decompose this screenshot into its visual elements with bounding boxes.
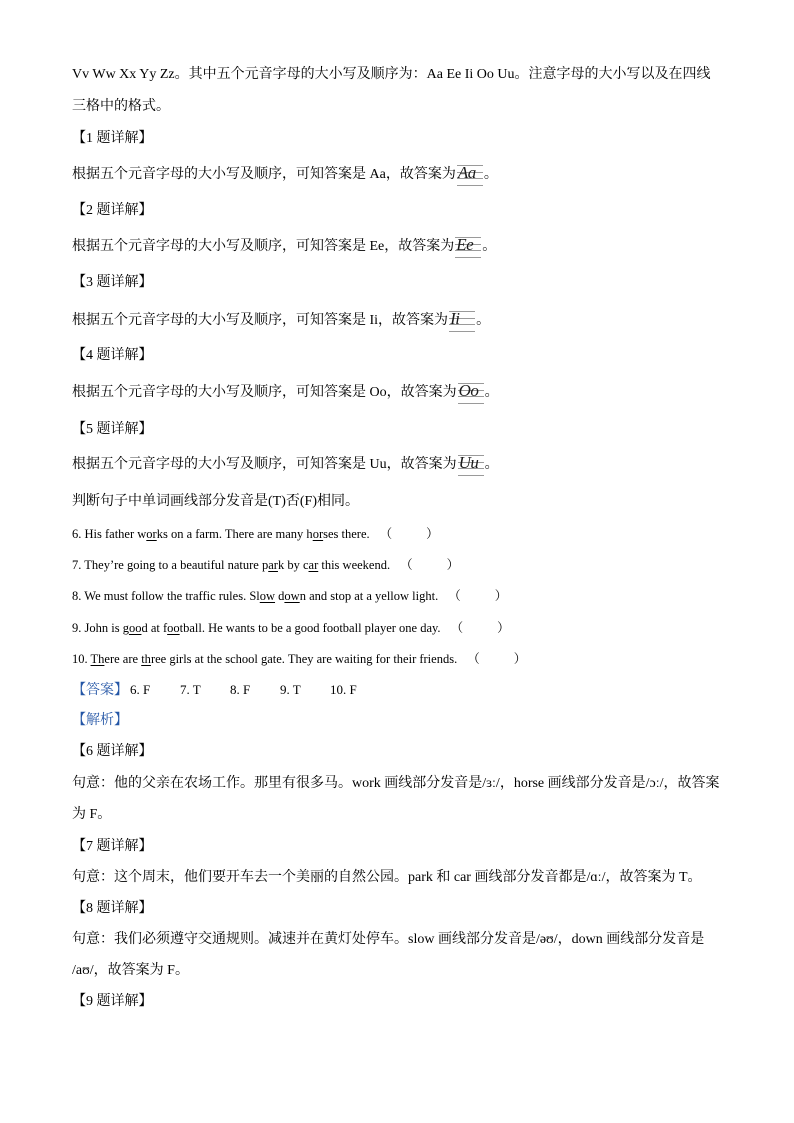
handwritten-answer-letters: Uu — [458, 452, 479, 472]
paren-close: ） — [494, 589, 508, 603]
detail-heading-4 — [72, 344, 153, 368]
instruction — [72, 490, 359, 514]
underlined-letters: oo — [167, 621, 180, 635]
detail-explanation-1 — [72, 163, 498, 187]
sentence-period: 。 — [482, 239, 497, 254]
sentence-text: 10. — [72, 652, 91, 666]
underlined-letters: Th — [90, 652, 105, 666]
explanation-text: 根据五个元音字母的大小写及顺序，可知答案是 Ee，故答案为 — [72, 239, 455, 254]
handwritten-answer-grid — [449, 310, 475, 332]
handwritten-answer-grid — [458, 382, 484, 404]
detail-heading-1 — [72, 127, 153, 151]
answer-9: 9. T — [280, 682, 301, 697]
answer-8: 8. F — [230, 682, 251, 697]
intro-line-1 — [72, 63, 711, 87]
detail-heading-9 — [72, 990, 153, 1014]
detail-text: 为 F。 — [72, 807, 112, 822]
handwritten-answer-letters: Oo — [458, 380, 479, 400]
paren-close: ） — [446, 558, 460, 572]
answer-6: 6. F — [130, 682, 151, 697]
detail-6-line-1 — [72, 772, 720, 796]
handwritten-answer-grid — [458, 454, 484, 476]
explanation-text: 根据五个元音字母的大小写及顺序，可知答案是 Aa，故答案为 — [72, 167, 456, 182]
detail-heading-text: 【7 题详解】 — [72, 839, 153, 854]
analysis-label: 【解析】 — [72, 713, 128, 728]
sentence-text: this weekend. — [318, 558, 391, 572]
paren-open: （ — [450, 621, 464, 635]
sentence-period: 。 — [476, 313, 491, 328]
explanation-text: 根据五个元音字母的大小写及顺序，可知答案是 Ii，故答案为 — [72, 313, 449, 328]
detail-6-line-2 — [72, 803, 111, 827]
explanation-text: 根据五个元音字母的大小写及顺序，可知答案是 Oo，故答案为 — [72, 385, 457, 400]
sentence-text: d at f — [141, 621, 168, 635]
paren-close: ） — [426, 527, 439, 541]
sentence-text: 6. His father w — [72, 527, 147, 541]
explanation-text: 根据五个元音字母的大小写及顺序，可知答案是 Uu，故答案为 — [72, 457, 457, 472]
sentence-text: ere are — [104, 652, 142, 666]
sentence-text: 8. We must follow the traffic rules. Sl — [72, 589, 260, 603]
instruction-text: 判断句子中单词画线部分发音是(T)否(F)相同。 — [72, 494, 359, 509]
paren-close: ） — [497, 621, 510, 635]
detail-heading-text: 【5 题详解】 — [72, 422, 153, 437]
underlined-letters: oo — [128, 621, 142, 635]
analysis-row — [72, 709, 128, 733]
sentence-period: 。 — [483, 167, 498, 182]
detail-heading-7 — [72, 835, 153, 859]
sentence-text: tball. He wants to be a good football player one day. — [179, 621, 441, 635]
underlined-letters: ow — [284, 589, 300, 603]
detail-heading-2 — [72, 199, 153, 223]
question-7 — [72, 553, 459, 577]
detail-heading-6 — [72, 740, 153, 764]
handwritten-answer-letters: Ee — [456, 234, 474, 254]
question-10 — [72, 647, 526, 671]
detail-heading-text: 【8 题详解】 — [72, 901, 153, 916]
paren-open: （ — [448, 589, 461, 603]
detail-heading-8 — [72, 897, 153, 921]
sentence-text: 7. They’re going to a beautiful nature p — [72, 558, 269, 572]
detail-explanation-5 — [72, 453, 499, 477]
detail-heading-3 — [72, 271, 153, 295]
detail-8-line-2 — [72, 959, 189, 983]
underlined-letters: or — [312, 527, 324, 541]
sentence-text: d — [275, 589, 285, 603]
intro-text: 三格中的格式。 — [72, 99, 170, 114]
intro-text: Vv Ww Xx Yy Zz。其中五个元音字母的大小写及顺序为：Aa Ee Ii Oo Uu。注意字母的大小写以及在四线 — [72, 67, 711, 82]
intro-line-2 — [72, 95, 170, 119]
handwritten-answer-letters: Aa — [457, 162, 476, 182]
sentence-text: ree girls at the school gate. They are waiting for their friends. — [150, 652, 458, 666]
underlined-letters: th — [141, 652, 151, 666]
sentence-text: k by c — [277, 558, 309, 572]
detail-text: /aʊ/，故答案为 F。 — [72, 963, 189, 978]
detail-heading-text: 【6 题详解】 — [72, 744, 153, 759]
answer-label: 【答案】 — [72, 683, 128, 698]
sentence-text: 9. John is g — [72, 621, 129, 635]
detail-text: 句意：他的父亲在农场工作。那里有很多马。work 画线部分发音是/ɜː/，horse 画线部分发音是/ɔː/，故答案 — [72, 776, 720, 791]
detail-explanation-2 — [72, 235, 496, 259]
question-6 — [72, 522, 439, 546]
detail-8-line-1 — [72, 928, 704, 952]
handwritten-answer-grid — [455, 236, 481, 258]
paren-open: （ — [400, 558, 413, 572]
answer-row — [72, 678, 380, 702]
handwritten-answer-letters: Ii — [450, 308, 460, 328]
underlined-letters: ar — [308, 558, 319, 572]
underlined-letters: or — [146, 527, 157, 541]
underlined-letters: ar — [268, 558, 278, 572]
question-8 — [72, 584, 507, 608]
detail-heading-text: 【4 题详解】 — [72, 348, 153, 363]
detail-explanation-4 — [72, 381, 499, 405]
question-9 — [72, 616, 510, 640]
answer-7: 7. T — [180, 682, 201, 697]
paren-close: ） — [513, 652, 527, 666]
sentence-text: n and stop at a yellow light. — [299, 589, 439, 603]
detail-heading-5 — [72, 418, 153, 442]
handwritten-answer-grid — [457, 164, 483, 186]
paren-open: （ — [467, 652, 480, 666]
detail-7-line-1 — [72, 866, 702, 890]
detail-text: 句意：我们必须遵守交通规则。减速并在黄灯处停车。slow 画线部分发音是/əʊ/，down 画线部分发音是 — [72, 932, 705, 947]
detail-text: 句意：这个周末，他们要开车去一个美丽的自然公园。park 和 car 画线部分发音都是/ɑː/，故答案为 T。 — [72, 870, 702, 885]
sentence-period: 。 — [484, 457, 499, 472]
detail-heading-text: 【9 题详解】 — [72, 994, 153, 1009]
detail-heading-text: 【1 题详解】 — [72, 131, 153, 146]
paren-open: （ — [379, 527, 393, 541]
detail-heading-text: 【3 题详解】 — [72, 275, 153, 290]
underlined-letters: ow — [259, 589, 276, 603]
detail-heading-text: 【2 题详解】 — [72, 203, 153, 218]
detail-explanation-3 — [72, 309, 490, 333]
sentence-text: ses there. — [323, 527, 370, 541]
answer-10: 10. F — [330, 682, 357, 697]
sentence-text: ks on a farm. There are many h — [156, 527, 313, 541]
sentence-period: 。 — [484, 385, 499, 400]
